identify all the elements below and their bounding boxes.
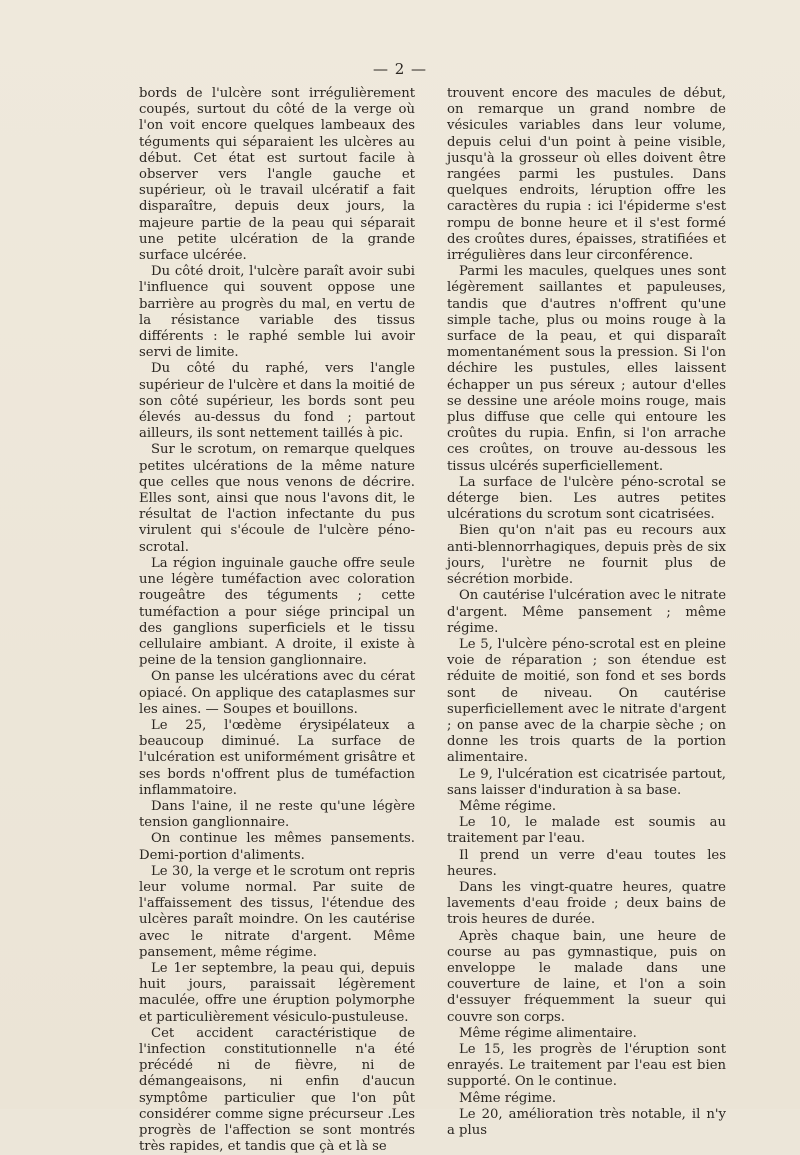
paragraph: Il prend un verre d'eau toutes les heures. [447, 847, 726, 879]
paragraph: Sur le scrotum, on remarque quelques petites ulcérations de la même nature que celles que nous venons de décrire. Elles sont, ainsi que nous l'avons dit, le résultat de l'action infectante du pus virulent qui s'écoule de l'ulcère péno-scrotal. [139, 442, 415, 555]
paragraph: Du côté du raphé, vers l'angle supérieur de l'ulcère et dans la moitié de son côté supérieur, les bords sont peu élevés au-dessus du fond ; partout ailleurs, ils sont nettement taillés à pic. [139, 361, 415, 442]
paragraph: Cet accident caractéristique de l'infection constitutionnelle n'a été précédé ni de fièvre, ni de démangeaisons, ni enfin d'aucun symptôme particulier que l'on pût considérer comme signe précurseur .Les progrès de l'affection se sont montrés très rapides, et tandis que çà et là se [139, 1025, 415, 1155]
paragraph: Le 15, les progrès de l'éruption sont enrayés. Le traitement par l'eau est bien supporté. On le continue. [447, 1041, 726, 1090]
paragraph: bords de l'ulcère sont irrégulièrement coupés, surtout du côté de la verge où l'on voit encore quelques lambeaux des téguments qui séparaient les ulcères au début. Cet état est surtout facile à observer vers l'angle gauche et supérieur, où le travail ulcératif a fait disparaître, depuis deux jours, la majeure partie de la peau qui séparait une petite ulcération de la grande surface ulcérée. [139, 86, 415, 264]
paragraph: Dans l'aine, il ne reste qu'une légère tension ganglionnaire. [139, 798, 415, 831]
paragraph: trouvent encore des macules de début, on remarque un grand nombre de vésicules variables dans leur volume, depuis celui d'un point à peine visible, jusqu'à la grosseur où elles doivent être rangées parmi les pustules. Dans quelques endroits, léruption offre les caractères du rupia : ici l'épiderme s'est rompu de bonne heure et il s'est formé des croûtes dures, épaisses, stratifiées et irrégulières dans leur circonférence. [447, 86, 726, 264]
paragraph: La région inguinale gauche offre seule une légère tuméfaction avec coloration rougeâtre des téguments ; cette tuméfaction a pour siége principal un des ganglions superficiels et le tissu cellulaire ambiant. A droite, il existe à peine de la tension ganglionnaire. [139, 555, 415, 669]
paragraph: On cautérise l'ulcération avec le nitrate d'argent. Même pansement ; même régime. [447, 588, 726, 636]
paragraph: Le 25, l'œdème érysipélateux a beaucoup diminué. La surface de l'ulcération est uniformément grisâtre et ses bords n'offrent plus de tuméfaction inflammatoire. [139, 717, 415, 798]
left-column [139, 86, 415, 1155]
paragraph: Le 30, la verge et le scrotum ont repris leur volume normal. Par suite de l'affaissement des tissus, l'étendue des ulcères paraît moindre. On les cautérise avec le nitrate d'argent. Même pansement, même régime. [139, 863, 415, 960]
paragraph: On continue les mêmes pansements. Demi-portion d'aliments. [139, 831, 415, 863]
paragraph: Le 10, le malade est soumis au traitement par l'eau. [447, 815, 726, 847]
paragraph: Le 20, amélioration très notable, il n'y a plus [447, 1106, 726, 1138]
paragraph: La surface de l'ulcère péno-scrotal se déterge bien. Les autres petites ulcérations du scrotum sont cicatrisées. [447, 474, 726, 523]
paragraph: Parmi les macules, quelques unes sont légèrement saillantes et papuleuses, tandis que d'autres n'offrent qu'une simple tache, plus ou moins rouge à la surface de la peau, et qui disparaît momentanément sous la pression. Si l'on déchire les pustules, elles laissent échapper un pus séreux ; autour d'elles se dessine une aréole moins rouge, mais plus diffuse que celle qui entoure les croûtes du rupia. Enfin, si l'on arrache ces croûtes, on trouve au-dessous les tissus ulcérés superficiellement. [447, 264, 726, 474]
paragraph: Même régime. [459, 1090, 557, 1106]
paragraph: Le 5, l'ulcère péno-scrotal est en pleine voie de réparation ; son étendue est réduite de moitié, son fond et ses bords sont de niveau. On cautérise superficiellement avec le nitrate d'argent ; on panse avec de la charpie sèche ; on donne les trois quarts de la portion alimentaire. [447, 636, 726, 766]
paragraph: Le 1er septembre, la peau qui, depuis huit jours, paraissait légèrement maculée, offre une éruption polymorphe et particulièrement vésiculo-pustuleuse. [139, 960, 415, 1025]
paragraph: Même régime. [459, 798, 557, 814]
right-column [447, 86, 726, 1139]
paragraph: Même régime alimentaire. [459, 1025, 637, 1041]
paragraph: Bien qu'on n'ait pas eu recours aux anti-blennorrhagiques, depuis près de six jours, l'urètre ne fournit plus de sécrétion morbide. [447, 523, 726, 588]
paragraph: Après chaque bain, une heure de course au pas gymnastique, puis on enveloppe le malade dans une couverture de laine, et l'on a soin d'essuyer fréquemment la sueur qui couvre son corps. [447, 928, 726, 1025]
paragraph: Dans les vingt-quatre heures, quatre lavements d'eau froide ; deux bains de trois heures de durée. [447, 879, 726, 928]
paragraph: On panse les ulcérations avec du cérat opiacé. On applique des cataplasmes sur les aines. — Soupes et bouillons. [139, 669, 415, 717]
paragraph: Le 9, l'ulcération est cicatrisée partout, sans laisser d'induration à sa base. [447, 766, 726, 798]
page-number: — 2 — [372, 60, 428, 78]
paragraph: Du côté droit, l'ulcère paraît avoir subi l'influence qui souvent oppose une barrière au progrès du mal, en vertu de la résistance variable des tissus différents : le raphé semble lui avoir servi de limite. [139, 264, 415, 361]
